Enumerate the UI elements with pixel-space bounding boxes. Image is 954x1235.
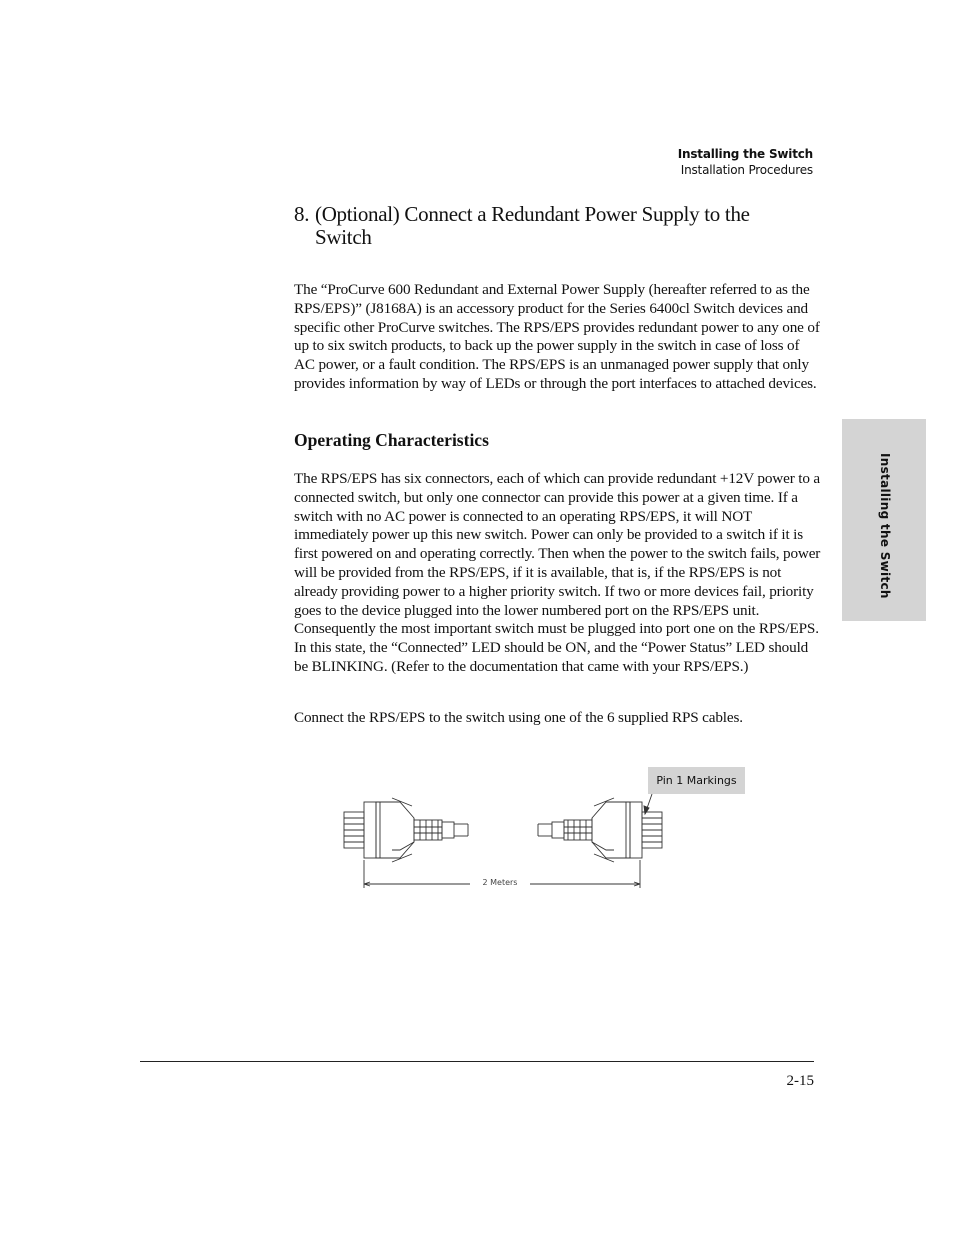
dimension-label: 2 Meters bbox=[470, 878, 530, 887]
section-title bbox=[294, 203, 824, 249]
operating-paragraph: The RPS/EPS has six connectors, each of which can provide redundant +12V power to a connected switch, but only one connector can provide this power at a given time. If a switch with no AC power is connected to an operating RPS/EPS, it will NOT immediately power up this new switch. Power can only be provided to a switch if it is first powered on and operating correctly. Then when the power to the switch fails, power will be provided from the RPS/EPS, if it is available, that is, if the RPS/EPS is not already providing power to a higher priority switch. If two or more devices fail, priority goes to the device plugged into the lower numbered port on the RPS/EPS unit. Consequently the most important switch must be plugged into port one on the RPS/EPS. In this state, the “Connected” LED should be ON, and the “Power Status” LED should be BLINKING. (Refer to the documentation that came with your RPS/EPS.) bbox=[294, 470, 821, 675]
running-header-section: Installation Procedures bbox=[680, 163, 813, 177]
pin1-markings-callout: Pin 1 Markings bbox=[648, 767, 745, 794]
section-title-line1: (Optional) Connect a Redundant Power Supply to the bbox=[315, 202, 750, 226]
side-tab-label: Installing the Switch bbox=[878, 453, 892, 599]
left-cable-connector bbox=[344, 798, 468, 862]
subheading-operating-characteristics: Operating Characteristics bbox=[294, 430, 489, 450]
connect-paragraph: Connect the RPS/EPS to the switch using one of the 6 supplied RPS cables. bbox=[294, 709, 743, 726]
section-number: 8. bbox=[294, 202, 310, 226]
running-header-chapter: Installing the Switch bbox=[677, 147, 813, 161]
footer-rule bbox=[140, 1061, 814, 1062]
pin1-pointer-arrow bbox=[644, 794, 652, 814]
intro-paragraph: The “ProCurve 600 Redundant and External Power Supply (hereafter referred to as the RPS/EPS)” (J8168A) is an accessory product for the Series 6400cl Switch devices and specific other ProCurve switches. The RPS/EPS provides redundant power to any one of up to six switch products, to back up the power supply in the switch in case of loss of AC power, or a fault condition. The RPS/EPS is an unmanaged power supply that only provides information by way of LEDs or through the port interfaces to attached devices. bbox=[294, 281, 820, 392]
page-number: 2-15 bbox=[786, 1073, 814, 1089]
right-cable-connector bbox=[538, 798, 662, 862]
section-title-line2: Switch bbox=[315, 225, 372, 249]
